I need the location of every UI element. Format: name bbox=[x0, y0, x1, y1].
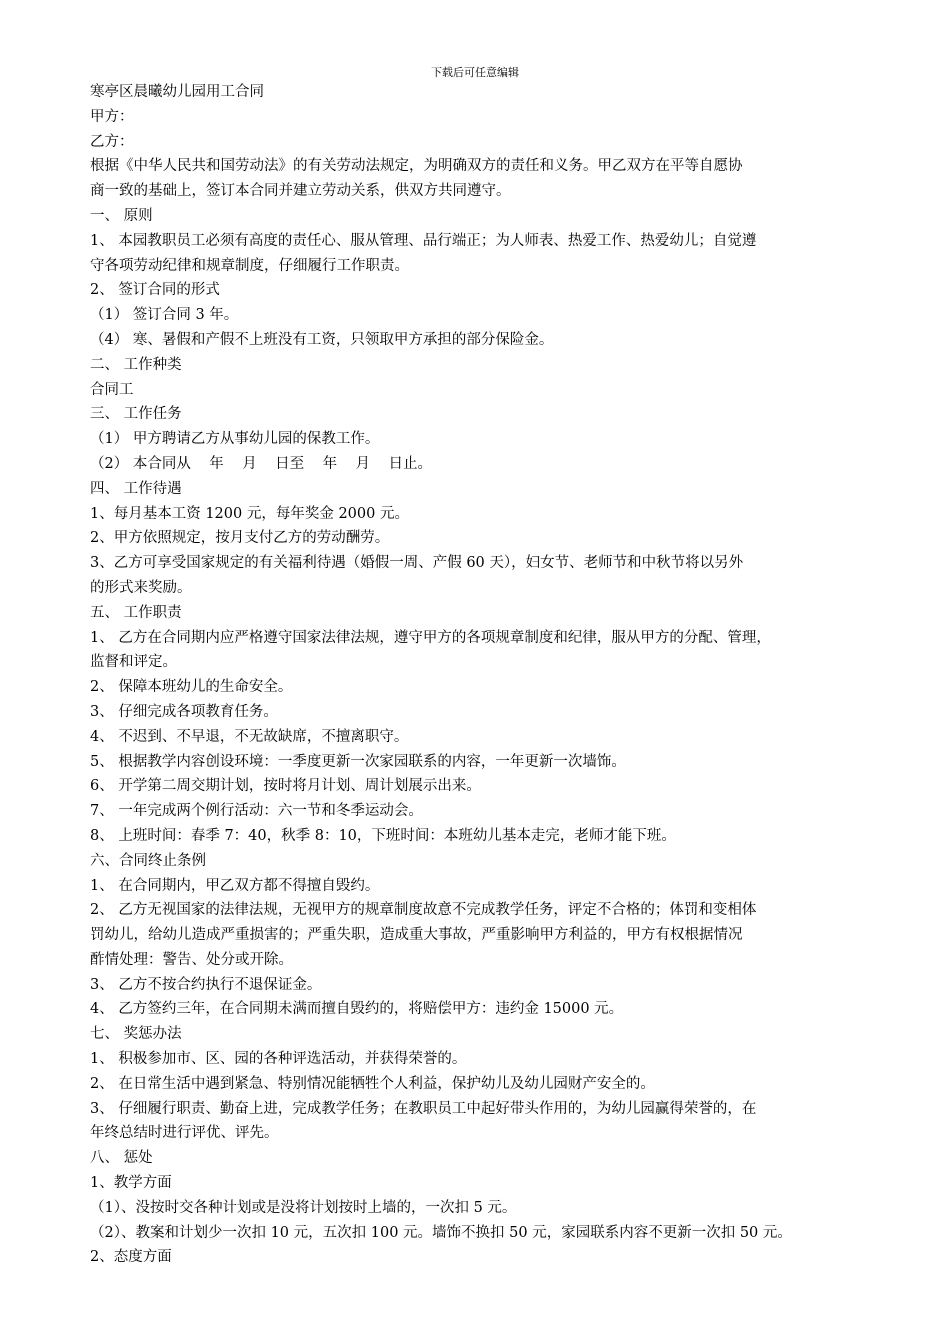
paragraph-line: 3、 仔细完成各项教育任务。 bbox=[90, 703, 278, 720]
document-body bbox=[90, 80, 870, 1270]
paragraph-line: （1） 签订合同 3 年。 bbox=[90, 307, 239, 324]
paragraph-line: 5、 根据教学内容创设环境：一季度更新一次家园联系的内容，一年更新一次墙饰。 bbox=[90, 753, 626, 770]
section-heading: 八、 惩处 bbox=[90, 1150, 153, 1167]
paragraph-line: 商一致的基础上，签订本合同并建立劳动关系，供双方共同遵守。 bbox=[90, 183, 511, 200]
section-heading: 三、 工作任务 bbox=[90, 406, 182, 423]
paragraph-line: （4） 寒、暑假和产假不上班没有工资，只领取甲方承担的部分保险金。 bbox=[90, 331, 554, 348]
section-heading: 二、 工作种类 bbox=[90, 356, 182, 373]
paragraph-line: 1、 乙方在合同期内应严格遵守国家法律法规，遵守甲方的各项规章制度和纪律，服从甲方的分配、管理， bbox=[90, 629, 771, 646]
paragraph-line: 2、 乙方无视国家的法律法规，无视甲方的规章制度故意不完成教学任务，评定不合格的；体罚和变相体 bbox=[90, 902, 757, 919]
paragraph-line: 罚幼儿，给幼儿造成严重损害的；严重失职，造成重大事故，严重影响甲方利益的，甲方有权根据情况 bbox=[90, 927, 743, 944]
paragraph-line: 2、 在日常生活中遇到紧急、特别情况能牺牲个人利益，保护幼儿及幼儿园财产安全的。 bbox=[90, 1075, 655, 1092]
section-heading: 一、 原则 bbox=[90, 207, 153, 224]
paragraph-line: 4、 乙方签约三年，在合同期未满而擅自毁约的，将赔偿甲方：违约金 15000 元。 bbox=[90, 1001, 624, 1018]
paragraph-line: 合同工 bbox=[90, 381, 134, 398]
paragraph-line: 1、 在合同期内，甲乙双方都不得擅自毁约。 bbox=[90, 877, 380, 894]
section-heading: 四、 工作待遇 bbox=[90, 480, 182, 497]
paragraph-line: 3、乙方可享受国家规定的有关福利待遇（婚假一周、产假 60 天），妇女节、老师节和中秋节将以另外 bbox=[90, 555, 744, 572]
paragraph-line: 6、 开学第二周交期计划，按时将月计划、周计划展示出来。 bbox=[90, 778, 481, 795]
party-a-line: 甲方： bbox=[90, 108, 134, 125]
paragraph-line: （1） 甲方聘请乙方从事幼儿园的保教工作。 bbox=[90, 431, 380, 448]
section-heading: 五、 工作职责 bbox=[90, 604, 182, 621]
paragraph-line: （2）、教案和计划少一次扣 10 元，五次扣 100 元。墙饰不换扣 50 元，家园联系内容不更新一次扣 50 元。 bbox=[90, 1224, 792, 1241]
party-b-line: 乙方： bbox=[90, 133, 134, 150]
paragraph-line: 根据《中华人民共和国劳动法》的有关劳动法规定，为明确双方的责任和义务。甲乙双方在平等自愿协 bbox=[90, 158, 743, 175]
paragraph-line: 3、 仔细履行职责、勤奋上进，完成教学任务；在教职员工中起好带头作用的，为幼儿园赢得荣誉的，在 bbox=[90, 1100, 757, 1117]
paragraph-line: 酢情处理：警告、处分或开除。 bbox=[90, 951, 293, 968]
paragraph-line: 4、 不迟到、不早退，不无故缺席，不擅离职守。 bbox=[90, 728, 409, 745]
paragraph-line: 的形式来奖励。 bbox=[90, 579, 192, 596]
paragraph-line: 8、 上班时间：春季 7：40，秋季 8：10，下班时间：本班幼儿基本走完，老师才能下班。 bbox=[90, 827, 676, 844]
page-header-note: 下载后可任意编辑 bbox=[431, 66, 519, 79]
paragraph-line: 2、 签订合同的形式 bbox=[90, 282, 220, 299]
paragraph-line: 2、甲方依照规定，按月支付乙方的劳动酬劳。 bbox=[90, 530, 390, 547]
section-heading: 七、 奖惩办法 bbox=[90, 1026, 182, 1043]
paragraph-line: 1、 本园教职员工必须有高度的责任心、服从管理、品行端正；为人师表、热爱工作、热爱幼儿；自觉遵 bbox=[90, 232, 757, 249]
paragraph-line: 年终总结时进行评优、评先。 bbox=[90, 1125, 279, 1142]
paragraph-line: 1、 积极参加市、区、园的各种评选活动，并获得荣誉的。 bbox=[90, 1051, 467, 1068]
section-heading: 六、合同终止条例 bbox=[90, 852, 206, 869]
paragraph-line: 监督和评定。 bbox=[90, 654, 177, 671]
paragraph-line: （1）、没按时交各种计划或是没将计划按时上墙的，一次扣 5 元。 bbox=[90, 1199, 517, 1216]
paragraph-line: 2、 保障本班幼儿的生命安全。 bbox=[90, 679, 293, 696]
paragraph-line: （2） 本合同从 年 月 日至 年 月 日止。 bbox=[90, 455, 432, 472]
document-title: 寒亭区晨曦幼儿园用工合同 bbox=[90, 84, 264, 100]
paragraph-line: 守各项劳动纪律和规章制度，仔细履行工作职责。 bbox=[90, 257, 409, 274]
paragraph-line: 7、 一年完成两个例行活动：六一节和冬季运动会。 bbox=[90, 803, 423, 820]
paragraph-line: 1、每月基本工资 1200 元，每年奖金 2000 元。 bbox=[90, 505, 409, 522]
paragraph-line: 2、态度方面 bbox=[90, 1249, 172, 1266]
paragraph-line: 1、教学方面 bbox=[90, 1175, 172, 1192]
paragraph-line: 3、 乙方不按合约执行不退保证金。 bbox=[90, 976, 322, 993]
